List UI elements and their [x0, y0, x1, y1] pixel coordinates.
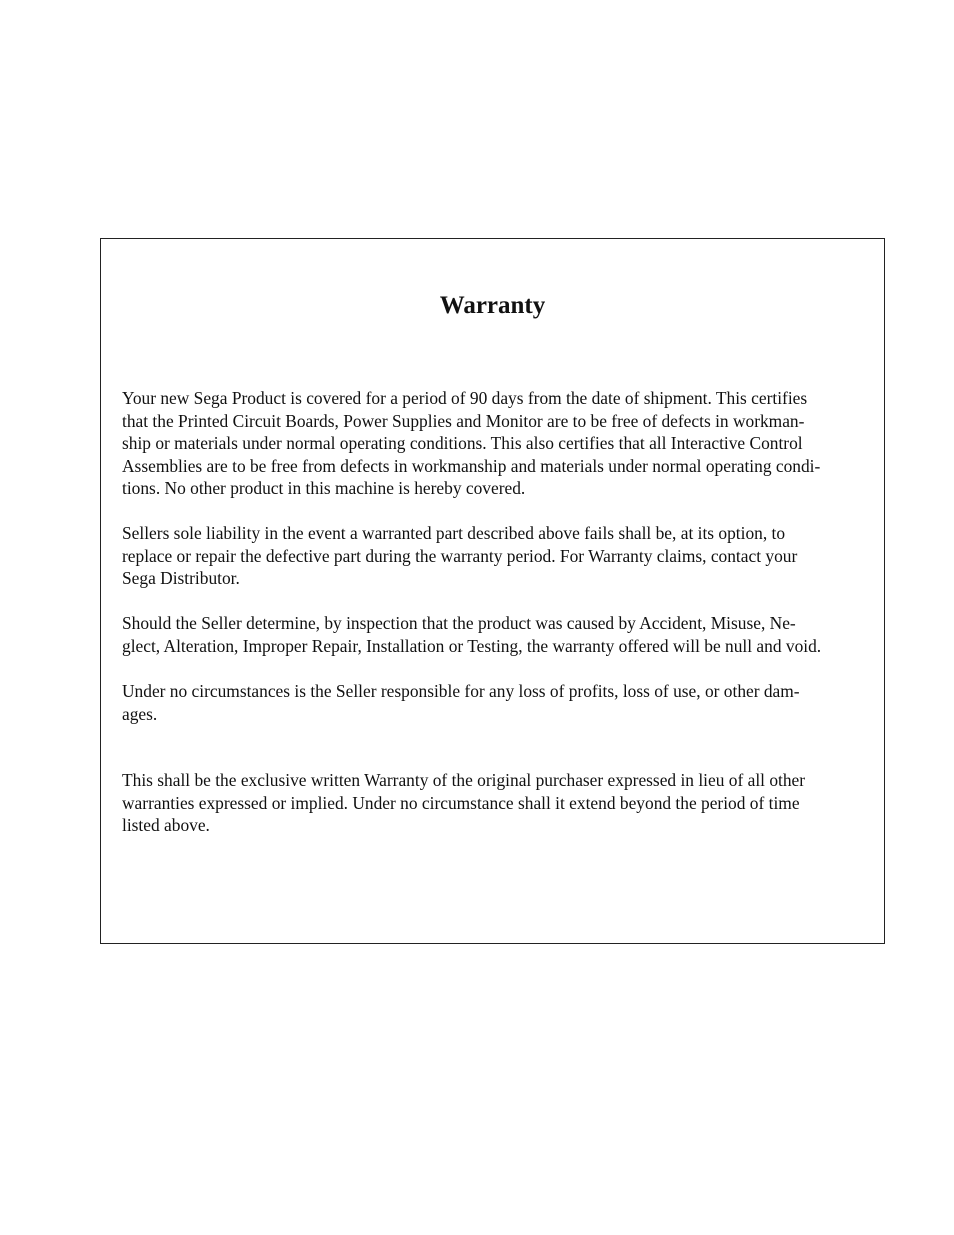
- coverage-paragraph: [122, 387, 874, 500]
- exclusive-warranty-paragraph: [122, 769, 874, 837]
- text-line: glect, Alteration, Improper Repair, Installation or Testing, the warranty offered will be null and void.: [122, 635, 822, 656]
- warranty-box: [100, 238, 885, 944]
- page-title: Warranty: [439, 292, 546, 319]
- text-line: Under no circumstances is the Seller responsible for any loss of profits, loss of use, or other dam-: [122, 681, 800, 701]
- text-line: Assemblies are to be free from defects in workmanship and materials under normal operating condi-: [122, 455, 821, 476]
- text-line: ages.: [122, 703, 158, 724]
- text-line: This shall be the exclusive written Warranty of the original purchaser expressed in lieu of all other: [122, 770, 806, 790]
- void-conditions-paragraph: [122, 612, 874, 657]
- text-line: Should the Seller determine, by inspection that the product was caused by Accident, Misuse, Ne-: [122, 613, 796, 633]
- text-line: that the Printed Circuit Boards, Power Supplies and Monitor are to be free of defects in workman-: [122, 410, 805, 431]
- text-line: listed above.: [122, 815, 210, 836]
- text-line: tions. No other product in this machine is hereby covered.: [122, 478, 526, 499]
- liability-paragraph: [122, 522, 874, 590]
- text-line: replace or repair the defective part during the warranty period. For Warranty claims, contact your: [122, 545, 798, 566]
- text-line: Your new Sega Product is covered for a period of 90 days from the date of shipment. This certifies: [122, 388, 808, 408]
- text-line: warranties expressed or implied. Under no circumstance shall it extend beyond the period of time: [122, 792, 800, 813]
- text-line: ship or materials under normal operating conditions. This also certifies that all Interactive Control: [122, 433, 803, 454]
- text-line: Sellers sole liability in the event a warranted part described above fails shall be, at its option, to: [122, 523, 786, 543]
- text-line: Sega Distributor.: [122, 568, 240, 589]
- damages-paragraph: [122, 680, 874, 725]
